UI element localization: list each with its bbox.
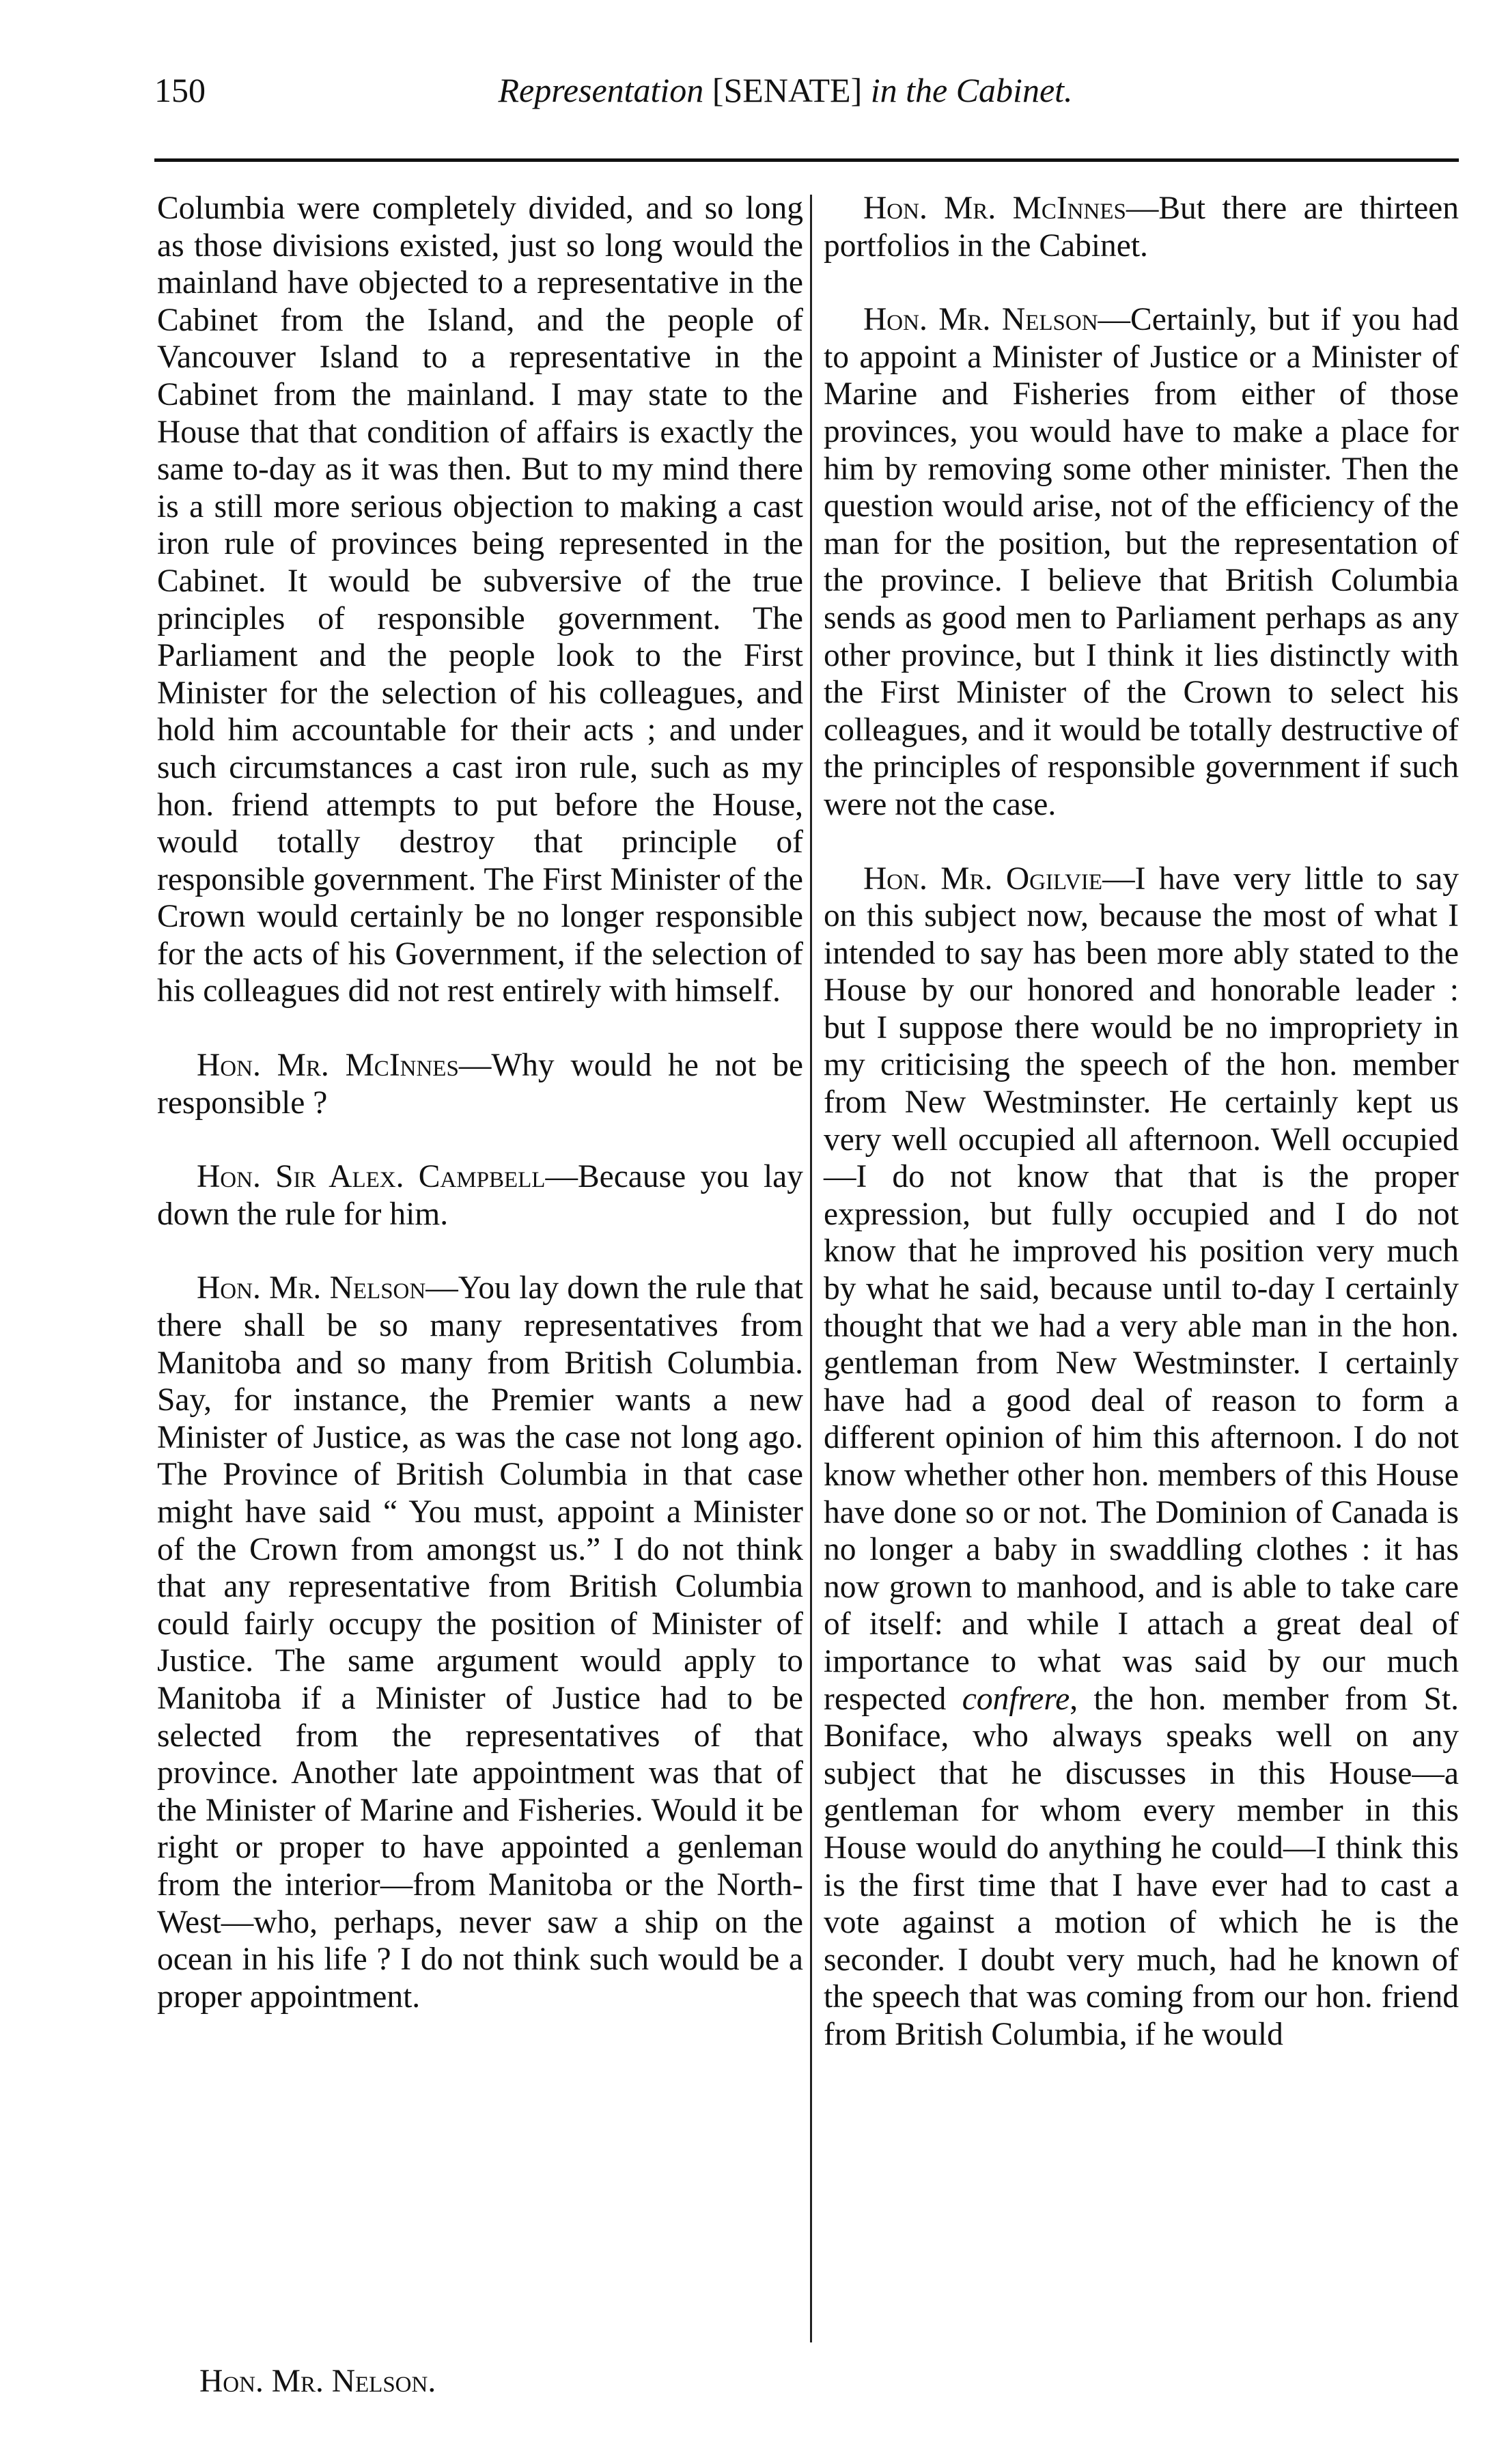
left-column [157,190,803,2015]
speech-text: —But there are thirteen portfolios in the Cabinet. [824,191,1459,264]
right-paragraph-2 [824,301,1459,823]
speaker-name: Hon. Mr. McInnes [863,191,1126,226]
header-rule [154,158,1459,162]
right-paragraph-3 [824,860,1459,2054]
speech-text-continued: , the hon. member from St. Boniface, who always speaks well on any subject that he discusses in this House—a gentleman for whom every member in this House would do anything he could—I think this is the first time that I have ever had to cast a vote against a motion of which he is the seconder. I doubt very much, had he known of the speech that was coming from our hon. friend from British Columbia, if he would [824,1681,1459,2052]
speech-text: —Because you lay down the rule for him. [157,1159,804,1232]
speech-text: —Why would he not be responsible ? [157,1048,804,1121]
left-paragraph-4 [157,1270,803,2015]
speaker-name: Hon. Mr. Ogilvie [863,860,1103,897]
speech-text: —Certainly, but if you had to appoint a Minister of Justice or a Minister of Marine and Fisheries from either of those provinces, you would have to make a place for him by removing some other minister. Then the question would arise, not of the efficiency of the man for the position, but the representation of the province. I believe that British Columbia sends as good men to Parliament perhaps as any other province, but I think it lies distinctly with the First Minister of the Crown to select his colleagues, and it would be totally destructive of the principles of responsible government if such were not the case. [824,302,1459,822]
left-paragraph-2 [157,1047,803,1121]
column-divider [810,195,812,2342]
speaker-name: Hon. Sir Alex. Campbell [197,1159,546,1195]
footer-signature: Hon. Mr. Nelson. [199,2364,436,2399]
right-paragraph-1 [824,190,1459,264]
running-head [396,71,1175,109]
running-head-right: in the Cabinet. [870,71,1073,109]
speaker-name: Hon. Mr. Nelson [863,302,1098,338]
right-column [824,190,1459,2054]
speaker-name: Hon. Mr. McInnes [197,1048,459,1084]
running-head-left: Representation [498,71,704,109]
left-paragraph-3 [157,1158,803,1233]
italic-word: confrere [962,1681,1070,1717]
left-paragraph-1: Columbia were completely divided, and so long as those divisions existed, just so long would the mainland have objected to a representative in the Cabinet from the Island, and the people of Vancouver Island to a representative in the Cabinet from the mainland. I may state to the House that that condition of affairs is exactly the same to-day as it was then. But to my mind there is a still more serious objection to making a cast iron rule of provinces being represented in the Cabinet. It would be subversive of the true principles of responsible government. The Parliament and the people look to the First Minister for the selection of his colleagues, and hold him accountable for their acts ; and under such circumstances a cast iron rule, such as my hon. friend attempts to put before the House, would totally destroy that principle of responsible government. The First Minister of the Crown would certainly be no longer responsible for the acts of his Government, if the selection of his colleagues did not rest entirely with himself. [157,191,803,1009]
speech-text: —I have very little to say on this subject now, because the most of what I intended to say has been more ably stated to the House by our honored and honorable leader : but I suppose there would be no impropriety in my criticising the speech of the hon. member from New Westminster. He certainly kept us very well occupied all afternoon. Well occupied—I do not know that that is the proper expression, but fully occupied and I do not know that he improved his position very much by what he said, because until to-day I certainly thought that we had a very able man in the hon. gentleman from New Westminster. I certainly have had a good deal of reason to form a different opinion of him this afternoon. I do not know whether other hon. members of this House have done so or not. The Dominion of Canada is no longer a baby in swaddling clothes : it has now grown to manhood, and is able to take care of itself: and while I attach a great deal of importance to what was said by our much respected [824,860,1459,1717]
running-head-middle: [SENATE] [712,71,863,109]
page-number: 150 [154,71,206,109]
speaker-name: Hon. Mr. Nelson [197,1270,426,1306]
speech-text: —You lay down the rule that there shall be so many representatives from Manitoba and so many from British Columbia. Say, for instance, the Premier wants a new Minister of Justice, as was the case not long ago. The Province of British Columbia in that case might have said “ You must, appoint a Minister of the Crown from amongst us.” I do not think that any representative from British Columbia could fairly occupy the position of Minister of Justice. The same argument would apply to Manitoba if a Minister of Justice had to be selected from the representatives of that province. Another late appointment was that of the Minister of Marine and Fisheries. Would it be right or proper to have appointed a genleman from the interior—from Manitoba or the North-West—who, perhaps, never saw a ship on the ocean in his life ? I do not think such would be a proper appointment. [157,1270,803,2015]
